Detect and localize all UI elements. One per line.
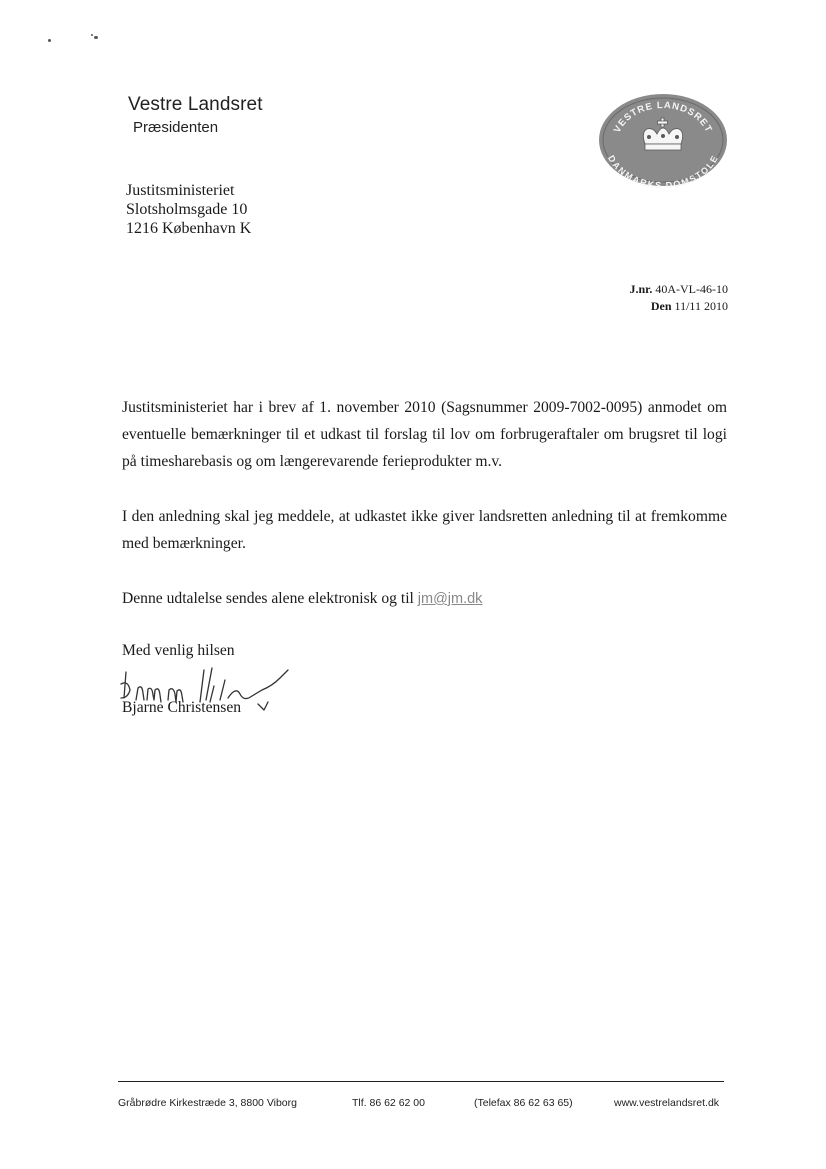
journal-number-value: 40A-VL-46-10 xyxy=(655,282,728,296)
body-paragraph-1: Justitsministeriet har i brev af 1. november 2010 (Sagsnummer 2009-7002-0095) anmodet om eventuelle bemærkninger til et udkast til forslag til lov om forbrugeraftaler om brugsret til logi på timesharebasis og om længerevarende ferieprodukter m.v. xyxy=(122,399,727,470)
body-paragraph-2: I den anledning skal jeg meddele, at udkastet ikke giver landsretten anledning til at fremkomme med bemærkninger. xyxy=(122,508,727,552)
body-paragraph-3-text: Denne udtalelse sendes alene elektronisk og til xyxy=(122,590,418,607)
court-seal-icon xyxy=(597,92,729,188)
letter-date-value: 11/11 2010 xyxy=(674,299,728,313)
court-name: Vestre Landsret xyxy=(128,94,263,115)
email-link[interactable]: jm@jm.dk xyxy=(417,591,483,607)
recipient-name: Justitsministeriet xyxy=(126,182,235,199)
footer-address: Gråbrødre Kirkestræde 3, 8800 Viborg xyxy=(118,1097,297,1109)
seal-text-bottom: DANMARKS DOMSTOLE xyxy=(605,153,721,188)
body-paragraph-3 xyxy=(122,585,727,613)
footer-divider xyxy=(118,1081,724,1082)
letter-date xyxy=(629,298,728,315)
journal-number-label: J.nr. xyxy=(629,282,653,296)
seal-text-top: VESTRE LANDSRET xyxy=(611,99,715,135)
journal-number xyxy=(629,281,728,298)
signer-name: Bjarne Christensen xyxy=(122,699,242,716)
scan-speck xyxy=(48,39,51,42)
letter-date-label: Den xyxy=(650,299,672,313)
recipient-address xyxy=(126,181,251,238)
footer-phone: Tlf. 86 62 62 00 xyxy=(352,1097,425,1109)
footer-website[interactable]: www.vestrelandsret.dk xyxy=(614,1097,720,1109)
scan-speck xyxy=(91,34,93,36)
recipient-city: 1216 København K xyxy=(126,220,252,237)
closing-greeting: Med venlig hilsen xyxy=(122,642,235,659)
footer-fax: (Telefax 86 62 63 65) xyxy=(474,1097,573,1109)
recipient-street: Slotsholmsgade 10 xyxy=(126,201,248,218)
scan-speck xyxy=(94,36,98,39)
reference-block xyxy=(629,281,728,315)
office-title: Præsidenten xyxy=(133,119,219,136)
